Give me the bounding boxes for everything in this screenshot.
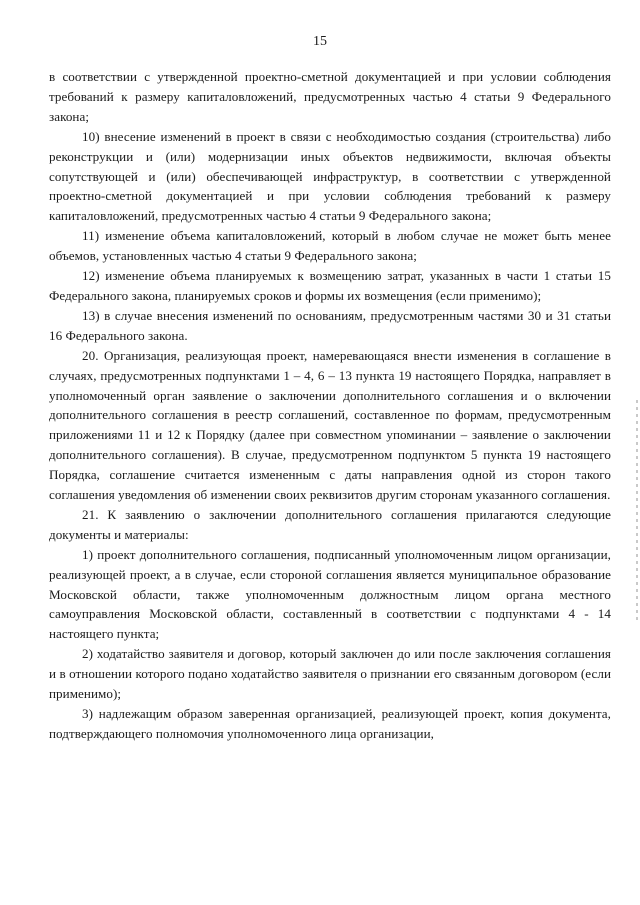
document-body: [49, 67, 611, 744]
paragraph-clause-21-item-3: 3) надлежащим образом заверенная организацией, реализующей проект, копия документа, подтверждающего полномочия уполномоченного лица организации,: [49, 706, 611, 741]
scan-margin-mark: [636, 400, 638, 620]
paragraph-item-12: 12) изменение объема планируемых к возмещению затрат, указанных в части 1 статьи 15 Федерального закона, планируемых сроков и формы их возмещения (если применимо);: [49, 268, 611, 303]
paragraph-item-11: 11) изменение объема капиталовложений, который в любом случае не может быть менее объемов, установленных частью 4 статьи 9 Федерального закона;: [49, 228, 611, 264]
paragraph-continuation: в соответствии с утвержденной проектно-сметной документацией и при условии соблюдения требований к размеру капиталовложений, предусмотренных частью 4 статьи 9 Федерального закона;: [49, 69, 611, 124]
page-number: 15: [313, 34, 327, 49]
paragraph-clause-21-item-1: 1) проект дополнительного соглашения, подписанный уполномоченным лицом организации, реализующей проект, а в случае, если стороной соглашения является муниципальное образование Московской области, также уполномоченным должностным лицом органа местного самоуправления Московской области, составленный в соответствии с подпунктами 4 - 14 настоящего пункта;: [49, 546, 611, 642]
paragraph-item-13: 13) в случае внесения изменений по основаниям, предусмотренным частями 30 и 31 статьи 16 Федерального закона.: [49, 307, 611, 343]
paragraph-clause-21-item-2: 2) ходатайство заявителя и договор, который заключен до или после заключения соглашения и в отношении которого подано ходатайство заявителя о признании его связанным договором (если применимо);: [49, 646, 611, 702]
paragraph-item-10: 10) внесение изменений в проект в связи с необходимостью создания (строительства) либо реконструкции и (или) модернизации иных объектов недвижимости, включая объекты сопутствующей и (или) обеспечивающей инфраструктур, в соответствии с утвержденной проектно-сметной документацией и при условии соблюдения требований к размеру капиталовложений, предусмотренных частью 4 статьи 9 Федерального закона;: [49, 128, 611, 224]
paragraph-clause-21: 21. К заявлению о заключении дополнительного соглашения прилагаются следующие документы и материалы:: [49, 506, 611, 542]
paragraph-clause-20: 20. Организация, реализующая проект, намеревающаяся внести изменения в соглашение в случаях, предусмотренных подпунктами 1 – 4, 6 – 13 пункта 19 настоящего Порядка, направляет в уполномоченный орган заявление о заключении дополнительного соглашения и о включении дополнительного соглашения в реестр соглашений, составленное по формам, предусмотренным приложениями 11 и 12 к Порядку (далее при совместном упоминании – заявление о заключении дополнительного соглашения). В случае, предусмотренном подпунктом 5 пункта 19 настоящего Порядка, соглашение считается измененным с даты направления одной из сторон такого соглашения уведомления об изменении своих реквизитов другим сторонам указанного соглашения.: [49, 347, 611, 503]
